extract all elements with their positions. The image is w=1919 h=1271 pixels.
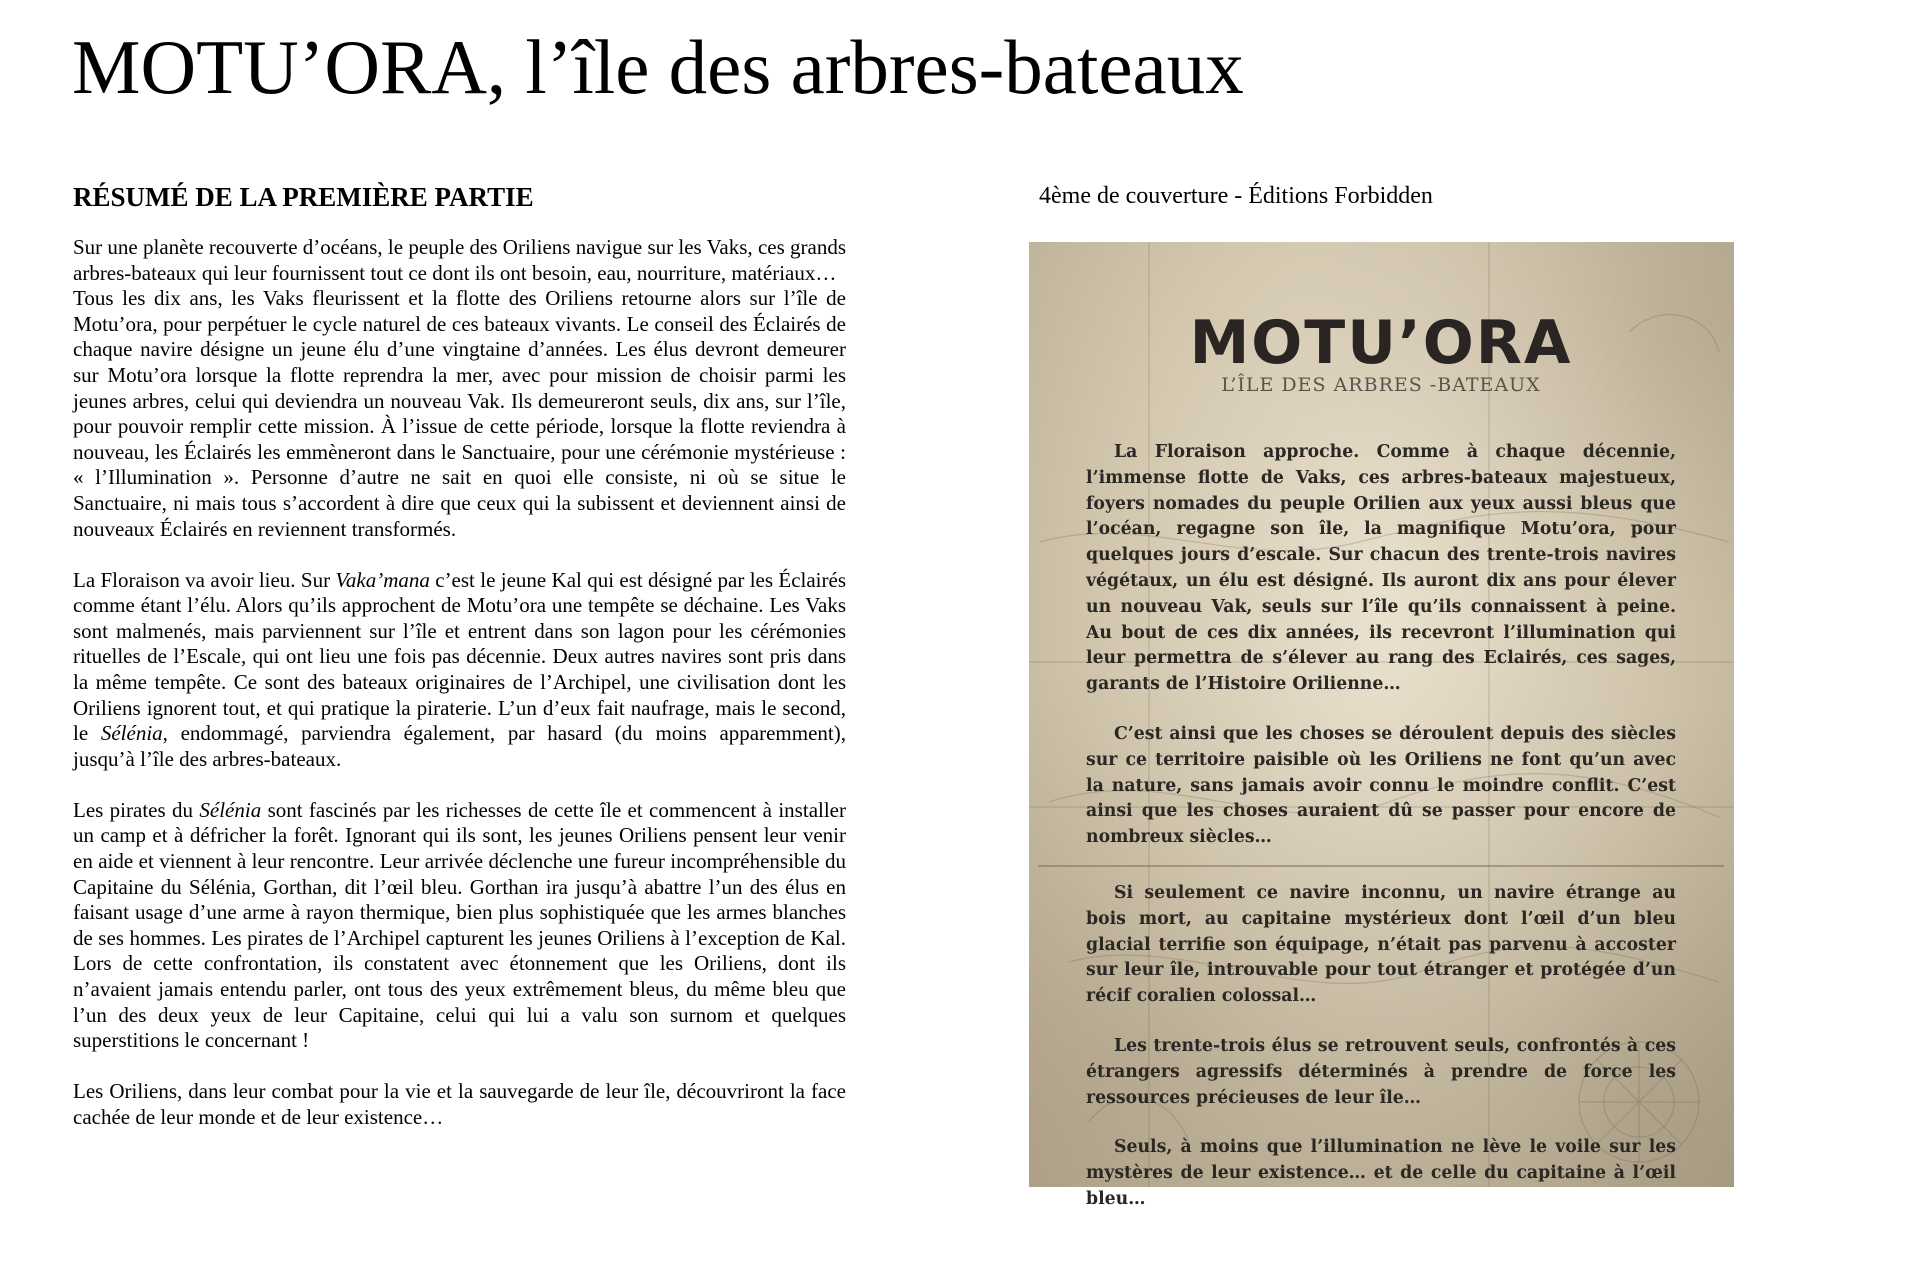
cover-paragraph: Si seulement ce navire inconnu, un navire étrange au bois mort, au capitaine mystérieux dont l’œil d’un bleu glacial terrifie son équipage, n’était pas parvenu à accoster sur leur île, introuvable pour tout étranger et protégée d’un récif coralien colossal… — [1086, 882, 1676, 1007]
summary-paragraph — [73, 235, 846, 542]
summary-paragraph — [73, 1079, 846, 1130]
text-segment: sont fascinés par les richesses de cette île et commencent à installer un camp et à défricher la forêt. Ignorant qui ils sont, les jeunes Oriliens pensent leur venir en aide et viennent à leur rencontre. Leur arrivée déclenche une fureur incompréhensible du Capitaine du Sélénia, Gorthan, dit l’œil bleu. Gorthan ira jusqu’à abattre l’un des élus en faisant usage d’une arme à rayon thermique, bien plus sophistiquée que les armes blanches de ses hommes. Les pirates de l’Archipel capturent les jeunes Oriliens à l’exception de Kal. Lors de cette confrontation, ils constatent avec étonnement que les Oriliens, dont ils n’avaient jamais entendu parler, ont tous des yeux extrêmement bleus, du même bleu que l’un des deux yeux de leur Capitaine, celui qui lui a valu son surnom et quelques superstitions le concernant ! — [73, 797, 846, 1053]
summary-section — [73, 180, 846, 1131]
cover-paragraph: La Floraison approche. Comme à chaque décennie, l’immense flotte de Vaks, ces arbres-bateaux majestueux, foyers nomades du peuple Orilien aux yeux aussi bleus que l’océan, regagne son île, la magnifique Motu’ora, pour quelques jours d’escale. Sur chacun des trente-trois navires végétaux, un élu est désigné. Ils auront dix ans pour élever un nouveau Vak, seuls sur l’île qu’ils connaissent à peine. Au bout de ces dix années, ils recevront l’illumination qui leur permettra de s’élever au rang des Eclairés, ces sages, garants de l’Histoire Orilienne… — [1086, 442, 1676, 695]
italic-text: Sélénia — [199, 797, 262, 822]
italic-text: Vaka’mana — [335, 567, 430, 592]
text-segment: La Floraison va avoir lieu. Sur — [73, 567, 336, 592]
text-segment: Les Oriliens, dans leur combat pour la vie et la sauvegarde de leur île, découvriront la face cachée de leur monde et de leur existence… — [73, 1079, 846, 1129]
text-segment: c’est le jeune Kal qui est désigné par les Éclairés comme étant l’élu. Alors qu’ils approchent de Motu’ora une tempête se déchaine. Les Vaks sont malmenés, mais parviennent sur l’île et entrent dans son lagon pour les cérémonies rituelles de l’Escale, qui ont lieu une fois pas décennie. Deux autres navires sont pris dans la même tempête. Ce sont des bateaux originaires de l’Archipel, une civilisation dont les Oriliens ignorent tout, et qui pratique la piraterie. L’un d’eux fait naufrage, mais le second, le — [73, 567, 846, 746]
cover-divider — [1038, 865, 1724, 867]
cover-text-block — [1086, 308, 1676, 1237]
italic-text: Sélénia — [100, 721, 163, 746]
cover-subtitle: L’ÎLE DES ARBRES -BATEAUX — [1221, 374, 1541, 396]
summary-body — [73, 235, 846, 1131]
text-segment: Les pirates du — [73, 797, 200, 822]
cover-logo: MOTU’ORA — [1189, 308, 1573, 378]
summary-paragraph — [73, 798, 846, 1054]
cover-paragraph: C’est ainsi que les choses se déroulent depuis des siècles sur ce territoire paisible où les Oriliens ne font qu’un avec la nature, sans jamais avoir connu le moindre conflit. C’est ainsi que les choses auraient dû se passer pour encore de nombreux siècles… — [1086, 723, 1676, 848]
text-segment: Tous les dix ans, les Vaks fleurissent et la flotte des Oriliens retourne alors sur l’île de Motu’ora, pour perpétuer le cycle naturel de ces bateaux vivants. Le conseil des Éclairés de chaque navire désigne un jeune élu d’une vingtaine d’années. Les élus devront demeurer sur Motu’ora lorsque la flotte reprendra la mer, avec pour mission de choisir parmi les jeunes arbres, celui qui deviendra un nouveau Vak. Ils demeureront seuls, dix ans, sur l’île, pour pouvoir remplir cette mission. À l’issue de cette période, lorsque la flotte reviendra à nouveau, les Éclairés les emmèneront dans le Sanctuaire, pour une cérémonie mystérieuse : « l’Illumination ». Personne d’autre ne sait en quoi elle consiste, ni où se situe le Sanctuaire, ni mais tous s’accordent à dire que ceux qui la subissent et deviennent ainsi de nouveaux Éclairés en reviennent transformés. — [73, 286, 846, 541]
cover-caption: 4ème de couverture - Éditions Forbidden — [1039, 183, 1433, 209]
page-title: MOTU’ORA, l’île des arbres-bateaux — [72, 24, 1244, 110]
summary-paragraph — [73, 568, 846, 773]
cover-paragraph: Les trente-trois élus se retrouvent seuls, confrontés à ces étrangers agressifs déterminés à prendre de force les ressources précieuses de leur île… — [1086, 1035, 1676, 1108]
text-segment: , endommagé, parviendra également, par hasard (du moins apparemment), jusqu’à l’île des arbres-bateaux. — [73, 721, 847, 771]
text-segment: Sur une planète recouverte d’océans, le peuple des Oriliens navigue sur les Vaks, ces grands arbres-bateaux qui leur fournissent tout ce dont ils ont besoin, eau, nourriture, matériaux… — [73, 235, 846, 285]
cover-paragraph: Seuls, à moins que l’illumination ne lève le voile sur les mystères de leur existence… et de celle du capitaine à l’œil bleu… — [1086, 1137, 1676, 1209]
summary-heading: RÉSUMÉ DE LA PREMIÈRE PARTIE — [73, 182, 534, 212]
back-cover-image — [1029, 242, 1734, 1209]
